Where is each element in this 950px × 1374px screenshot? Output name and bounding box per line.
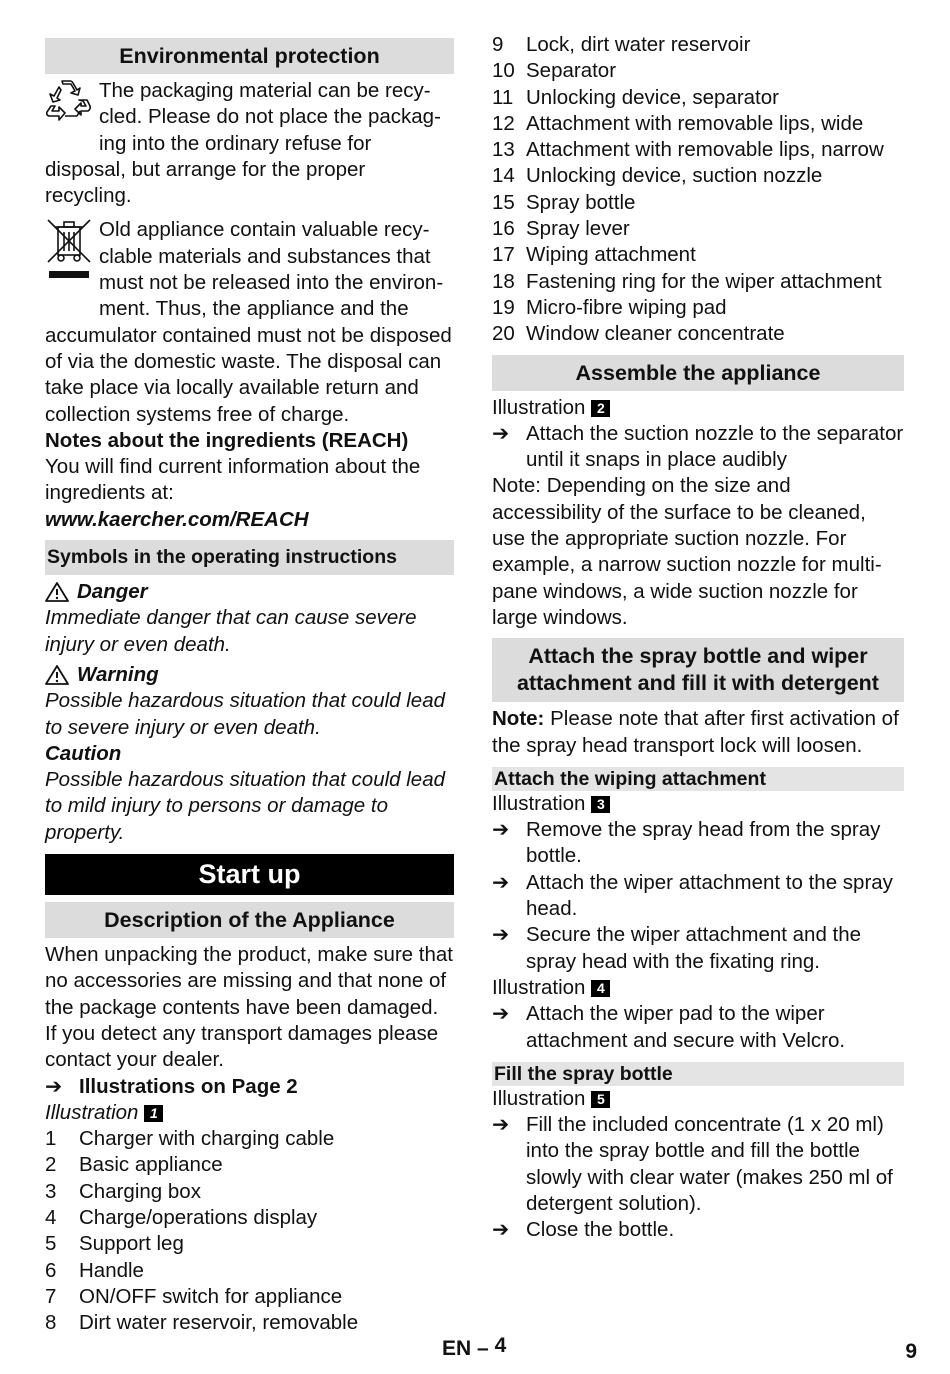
recycle-text-line-1: The packaging material can be recy- bbox=[99, 79, 431, 102]
spray-heading-line-1: Attach the spray bottle and wiper bbox=[528, 644, 868, 669]
wiping-illustration-label-a: Illustration 3 bbox=[492, 791, 904, 817]
caution-label: Caution bbox=[45, 741, 122, 765]
caution-text: Possible hazardous situation that could lead to mild injury to persons or damage to property. bbox=[45, 768, 446, 844]
list-item bbox=[45, 1310, 454, 1336]
list-item-label: Charging box bbox=[79, 1179, 201, 1203]
fill-step-2: ➔ Close the bottle. bbox=[492, 1217, 904, 1243]
recycle-text-rest: ing into the ordinary refuse for disposal, but arrange for the proper recycling. bbox=[45, 131, 372, 208]
list-item-number: 3 bbox=[45, 1179, 57, 1203]
recycle-icon bbox=[45, 78, 99, 132]
list-item-label: Spray bottle bbox=[526, 190, 636, 214]
list-item bbox=[492, 269, 904, 295]
list-item-number: 8 bbox=[45, 1311, 57, 1335]
list-item-number: 6 bbox=[45, 1258, 57, 1282]
list-item-label: Spray lever bbox=[526, 217, 630, 241]
arrow-icon: ➔ bbox=[45, 1074, 63, 1098]
disposal-note bbox=[45, 217, 454, 427]
list-item-label: Basic appliance bbox=[79, 1153, 223, 1177]
list-item bbox=[492, 295, 904, 321]
reach-heading: Notes about the ingredients (REACH) bbox=[45, 428, 409, 452]
list-item bbox=[492, 216, 904, 242]
illustrations-reference-text: Illustrations on Page 2 bbox=[79, 1074, 298, 1098]
arrow-icon: ➔ bbox=[492, 1002, 510, 1026]
component-list-right bbox=[492, 32, 904, 348]
page-number: 9 bbox=[905, 1340, 917, 1363]
wiping-step-4: ➔ Attach the wiper pad to the wiper attachment and secure with Velcro. bbox=[492, 1001, 904, 1054]
list-item bbox=[492, 111, 904, 137]
list-item-number: 7 bbox=[45, 1284, 57, 1308]
list-item-number: 9 bbox=[492, 33, 504, 56]
spray-heading-line-2: attachment and fill it with detergent bbox=[517, 671, 879, 696]
assemble-illustration-label: Illustration 2 bbox=[492, 395, 904, 421]
list-item bbox=[45, 1152, 454, 1178]
wiping-attachment-heading: Attach the wiping attachment bbox=[492, 767, 904, 791]
illustration-number-badge: 4 bbox=[591, 980, 610, 997]
arrow-icon: ➔ bbox=[492, 1218, 510, 1242]
danger-label-text: Danger bbox=[77, 580, 148, 604]
list-item bbox=[45, 1126, 454, 1152]
description-heading: Description of the Appliance bbox=[45, 902, 454, 938]
warning-label-text: Warning bbox=[77, 662, 159, 686]
list-item-number: 15 bbox=[492, 190, 515, 214]
list-item-label: Micro-fibre wiping pad bbox=[526, 295, 727, 319]
list-item bbox=[45, 1205, 454, 1231]
list-item bbox=[45, 1258, 454, 1284]
arrow-icon: ➔ bbox=[492, 818, 510, 842]
spray-note bbox=[492, 706, 904, 759]
list-item-label: Handle bbox=[79, 1258, 144, 1282]
list-item-label: Lock, dirt water reservoir bbox=[526, 33, 751, 56]
list-item-label: Support leg bbox=[79, 1232, 184, 1256]
list-item-label: Unlocking device, separator bbox=[526, 85, 779, 109]
warning-label bbox=[45, 662, 454, 688]
fill-step-1: ➔ Fill the included concentrate (1 x 20 ml) into the spray bottle and fill the bottle slowly with clear water (makes 250 ml of detergent solution). bbox=[492, 1112, 904, 1217]
wiping-step-2: ➔ Attach the wiper attachment to the spray head. bbox=[492, 870, 904, 923]
crossed-bin-icon bbox=[45, 217, 99, 297]
list-item-label: Separator bbox=[526, 59, 617, 83]
environmental-protection-heading: Environmental protection bbox=[45, 38, 454, 74]
danger-text: Immediate danger that can cause severe injury or even death. bbox=[45, 606, 417, 656]
description-text: When unpacking the product, make sure that no accessories are missing and that none of the package contents have been damaged. If you detect any transport damages please contact your dealer. bbox=[45, 943, 453, 1072]
symbols-heading: Symbols in the operating instructions bbox=[45, 540, 454, 575]
assemble-note: Note: Depending on the size and accessibility of the surface to be cleaned, use the appropriate suction nozzle. For example, a narrow suction nozzle for multi-pane windows, a wide suction nozzle for large windows. bbox=[492, 474, 882, 629]
spray-note-label: Note: bbox=[492, 707, 545, 731]
wiping-illustration-label-b: Illustration 4 bbox=[492, 975, 904, 1001]
weee-text-line-2: clable materials and substances that bbox=[99, 244, 431, 268]
warning-triangle-icon bbox=[45, 582, 69, 602]
spray-bottle-heading bbox=[492, 638, 904, 702]
reach-url: www.kaercher.com/REACH bbox=[45, 507, 309, 531]
illustrations-reference bbox=[45, 1074, 454, 1100]
list-item-number: 10 bbox=[492, 59, 515, 83]
list-item-number: 11 bbox=[492, 85, 514, 109]
list-item bbox=[492, 321, 904, 347]
weee-text-line-3: must not be released into the environ- bbox=[99, 271, 444, 295]
list-item bbox=[492, 137, 904, 163]
list-item-number: 18 bbox=[492, 269, 515, 293]
assemble-step-text: Attach the suction nozzle to the separator until it snaps in place audibly bbox=[526, 421, 904, 472]
weee-text-line-1: Old appliance contain valuable recy- bbox=[99, 218, 430, 242]
list-item-label: Wiping attachment bbox=[526, 243, 696, 267]
list-item-number: 17 bbox=[492, 243, 515, 267]
fill-illustration-label: Illustration 5 bbox=[492, 1086, 904, 1112]
assemble-heading: Assemble the appliance bbox=[492, 355, 904, 391]
list-item bbox=[492, 85, 904, 111]
weee-text-rest: ment. Thus, the appliance and the accumulator contained must not be disposed of via the domestic waste. The disposal can take place via locally available return and collection systems free of charge. bbox=[45, 297, 452, 426]
warning-triangle-icon bbox=[45, 665, 69, 685]
list-item-number: 1 bbox=[45, 1127, 57, 1151]
list-item-label: Window cleaner concentrate bbox=[526, 322, 785, 346]
illustration-number-badge: 3 bbox=[591, 796, 610, 813]
component-list-left bbox=[45, 1126, 454, 1336]
list-item bbox=[492, 190, 904, 216]
list-item-number: 12 bbox=[492, 111, 515, 135]
recycle-text-line-2: cled. Please do not place the packag- bbox=[99, 105, 441, 129]
list-item-number: 20 bbox=[492, 322, 515, 346]
wiping-step-3: ➔ Secure the wiper attachment and the spray head with the fixating ring. bbox=[492, 922, 904, 975]
danger-label bbox=[45, 579, 454, 605]
list-item-label: ON/OFF switch for appliance bbox=[79, 1284, 343, 1308]
reach-text: You will find current information about the ingredients at: bbox=[45, 455, 421, 505]
list-item-label: Attachment with removable lips, narrow bbox=[526, 138, 884, 162]
assemble-step bbox=[492, 421, 904, 474]
list-item-number: 16 bbox=[492, 217, 515, 241]
list-item-label: Dirt water reservoir, removable bbox=[79, 1311, 359, 1335]
warning-text: Possible hazardous situation that could lead to severe injury or even death. bbox=[45, 689, 446, 739]
section-page-label: EN – 4 bbox=[442, 1334, 507, 1360]
list-item-number: 5 bbox=[45, 1232, 57, 1256]
fill-spray-bottle-heading: Fill the spray bottle bbox=[492, 1062, 904, 1086]
list-item-number: 4 bbox=[45, 1205, 57, 1229]
list-item-label: Charge/operations display bbox=[79, 1205, 318, 1229]
illustration-number-badge: 5 bbox=[591, 1091, 610, 1108]
list-item-number: 14 bbox=[492, 164, 515, 188]
wiping-step-1: ➔ Remove the spray head from the spray bottle. bbox=[492, 817, 904, 870]
list-item-label: Unlocking device, suction nozzle bbox=[526, 164, 823, 188]
illustration-number-badge: 1 bbox=[144, 1105, 163, 1122]
list-item bbox=[45, 1284, 454, 1310]
arrow-icon: ➔ bbox=[492, 870, 510, 894]
arrow-icon: ➔ bbox=[492, 923, 510, 947]
list-item bbox=[492, 242, 904, 268]
right-column bbox=[492, 32, 904, 1244]
list-item-label: Fastening ring for the wiper attachment bbox=[526, 269, 882, 293]
list-item bbox=[492, 32, 904, 58]
illustration-number-badge: 2 bbox=[591, 400, 610, 417]
arrow-icon: ➔ bbox=[492, 421, 510, 445]
list-item-label: Attachment with removable lips, wide bbox=[526, 111, 864, 135]
list-item-number: 2 bbox=[45, 1153, 57, 1177]
list-item bbox=[492, 163, 904, 189]
start-up-heading: Start up bbox=[45, 854, 454, 895]
list-item-number: 13 bbox=[492, 138, 515, 162]
illustration-label: Illustration 1 bbox=[45, 1100, 454, 1126]
left-column bbox=[45, 32, 454, 1336]
list-item bbox=[45, 1179, 454, 1205]
spray-note-text: Please note that after first activation of the spray head transport lock will loosen. bbox=[492, 707, 899, 757]
list-item-label: Charger with charging cable bbox=[79, 1127, 335, 1151]
arrow-icon: ➔ bbox=[492, 1113, 510, 1137]
list-item-number: 19 bbox=[492, 295, 515, 319]
list-item bbox=[492, 58, 904, 84]
recycling-note bbox=[45, 78, 454, 209]
list-item bbox=[45, 1231, 454, 1257]
